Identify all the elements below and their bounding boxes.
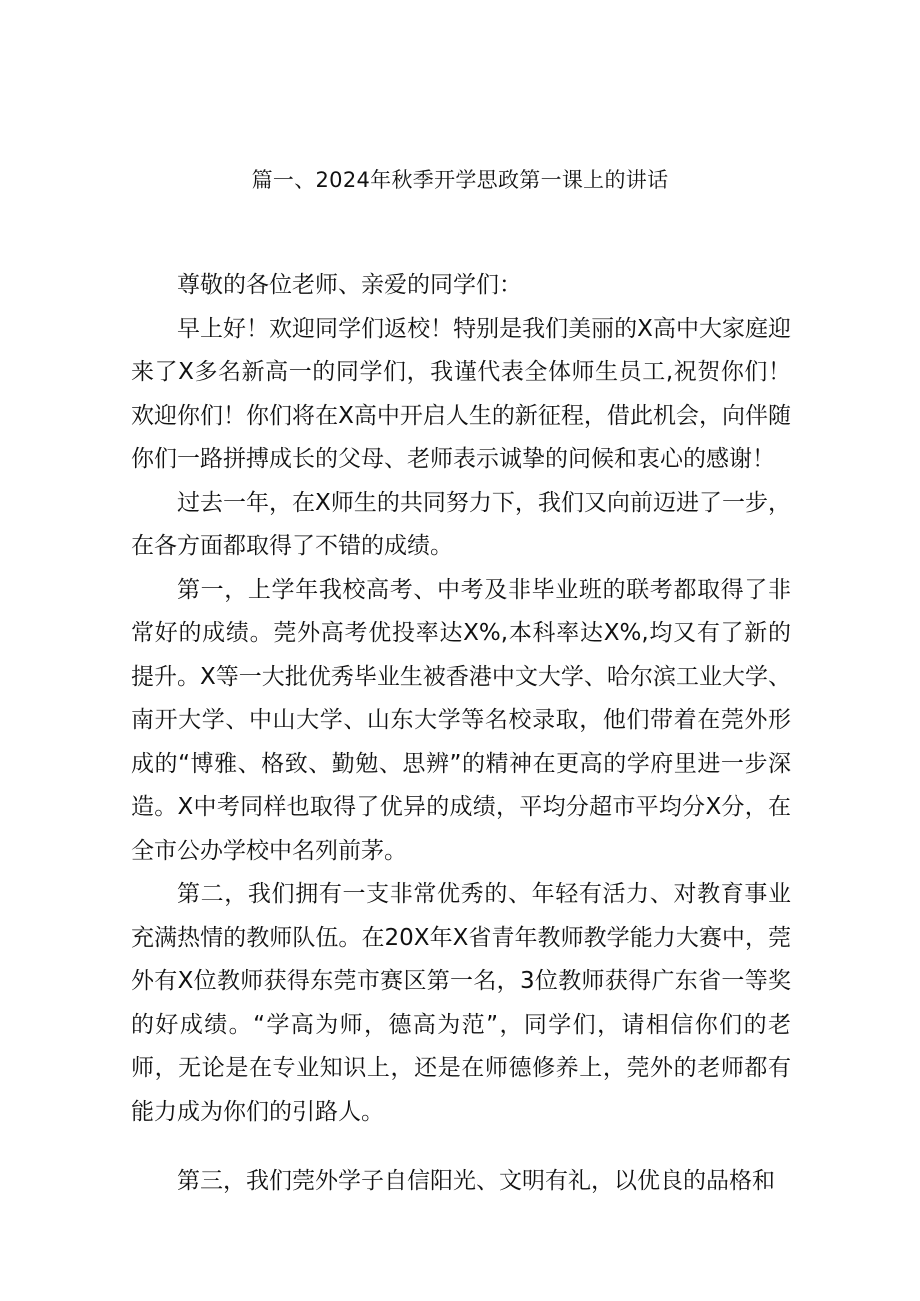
document-body-continued [131, 1160, 791, 1204]
paragraph-past-year: 过去一年，在X师生的共同努力下，我们又向前迈进了一步，在各方面都取得了不错的成绩。 [131, 489, 791, 559]
paragraph-welcome: 早上好！欢迎同学们返校！特别是我们美丽的X高中大家庭迎来了X多名新高一的同学们，我谨代表全体师生员工,祝贺你们！欢迎你们！你们将在X高中开启人生的新征程，借此机会，向伴随你们一路拼搏成长的父母、老师表示诚挚的问候和衷心的感谢！ [131, 315, 791, 472]
greeting-paragraph: 尊敬的各位老师、亲爱的同学们： [177, 272, 522, 298]
paragraph-first-achievement: 第一，上学年我校高考、中考及非毕业班的联考都取得了非常好的成绩。莞外高考优投率达X%,本科率达X%,均又有了新的提升。X等一大批优秀毕业生被香港中文大学、哈尔滨工业大学、南开大学、中山大学、山东大学等名校录取，他们带着在莞外形成的“博雅、格致、勤勉、思辨”的精神在更高的学府里进一步深造。X中考同样也取得了优异的成绩，平均分超市平均分X分，在全市公办学校中名列前茅。 [131, 576, 791, 864]
document-title: 篇一、2024年秋季开学思政第一课上的讲话 [251, 168, 669, 192]
document-body [131, 264, 791, 1134]
paragraph-second-achievement: 第二，我们拥有一支非常优秀的、年轻有活力、对教育事业充满热情的教师队伍。在20X年X省青年教师教学能力大赛中，莞外有X位教师获得东莞市赛区第一名，3位教师获得广东省一等奖的好成绩。“学高为师，德高为范”，同学们，请相信你们的老师，无论是在专业知识上，还是在师德修养上，莞外的老师都有能力成为你们的引路人。 [131, 881, 791, 1125]
paragraph-third-achievement: 第三，我们莞外学子自信阳光、文明有礼，以优良的品格和 [177, 1168, 775, 1194]
